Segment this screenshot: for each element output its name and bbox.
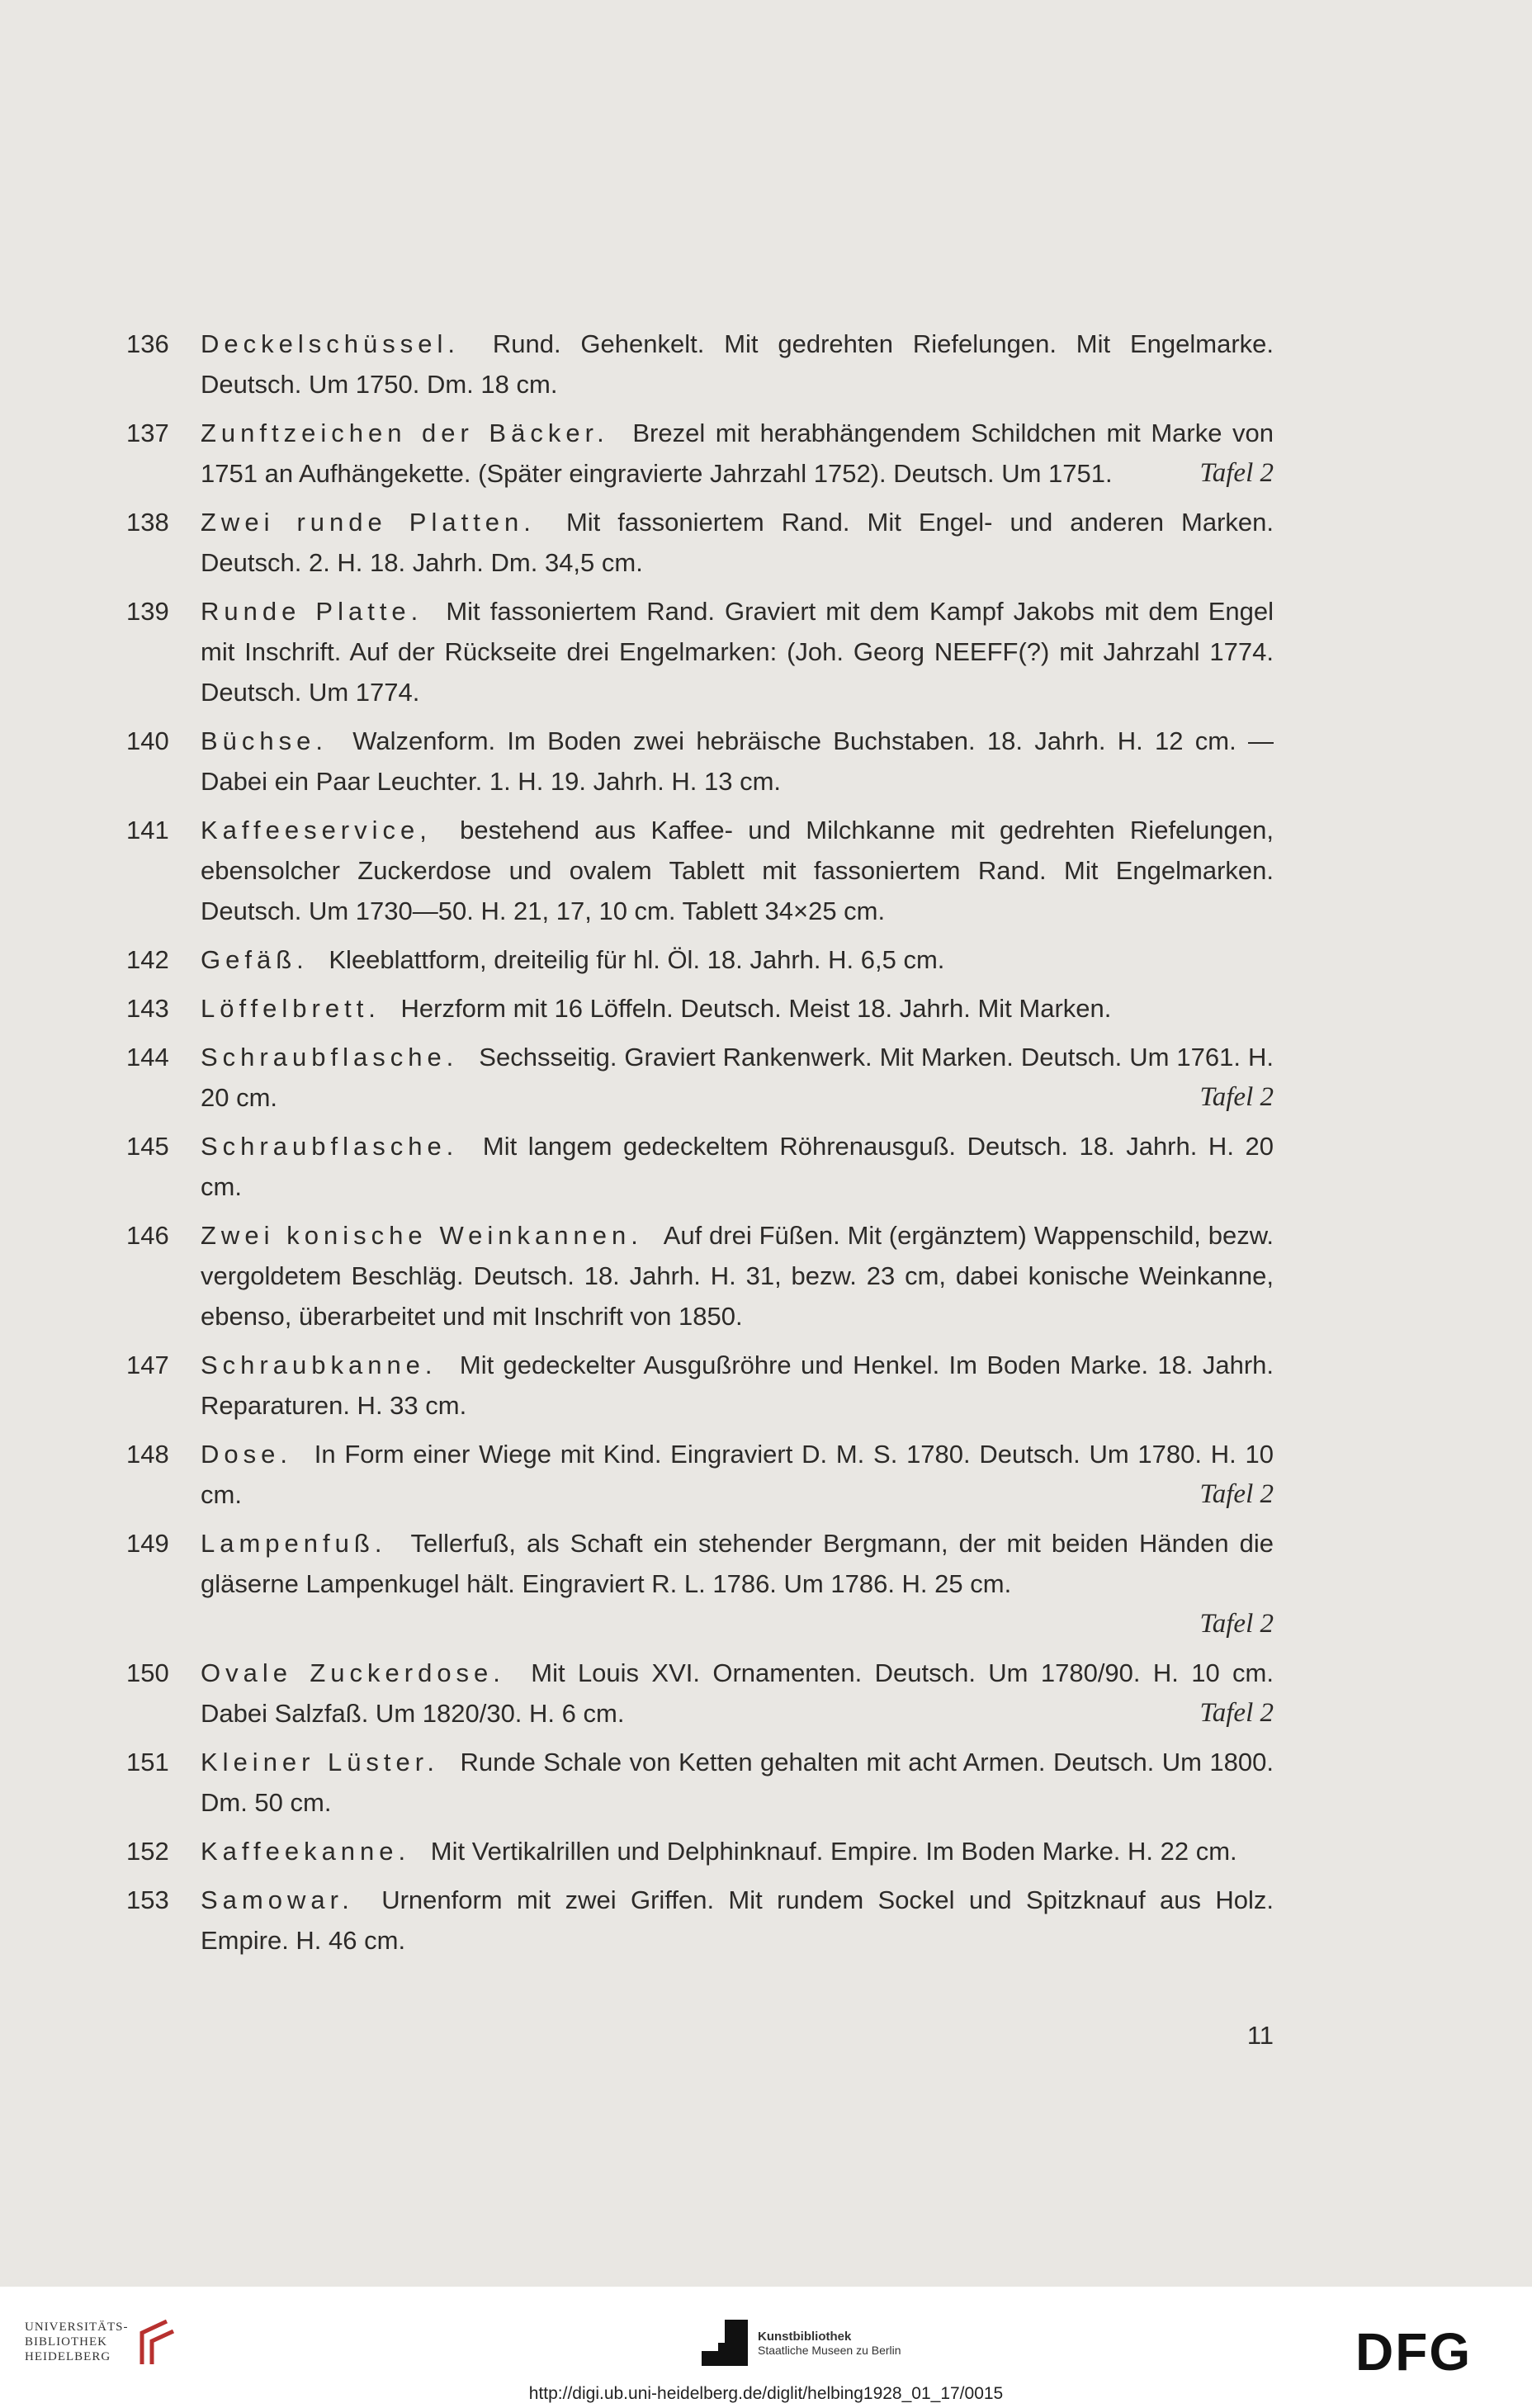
source-url[interactable]: http://digi.ub.uni-heidelberg.de/diglit/helbing1928_01_17/0015 [528, 2384, 1004, 2403]
kunstbibliothek-subtitle: Staatliche Museen zu Berlin [758, 2343, 901, 2357]
catalog-entry-152 [126, 1831, 1274, 1871]
kunstbibliothek-mark-icon [702, 2320, 748, 2366]
entry-title: Schraubkanne. [201, 1351, 452, 1379]
entry-text: In Form einer Wiege mit Kind. Eingraviert D. M. S. 1780. Deutsch. Um 1780. H. 10 cm. [201, 1440, 1274, 1509]
entry-plate-ref: Tafel 2 [1199, 458, 1274, 488]
catalog-entry-146 [126, 1215, 1274, 1336]
entry-body [201, 1880, 1274, 1961]
catalog-entry-144 [126, 1037, 1274, 1118]
entry-body [201, 324, 1274, 404]
entry-text: Kleeblattform, dreiteilig für hl. Öl. 18. Jahrh. H. 6,5 cm. [329, 945, 945, 974]
entry-number: 150 [126, 1658, 169, 1687]
catalog-entry-138 [126, 502, 1274, 583]
entry-text: Urnenform mit zwei Griffen. Mit rundem Sockel und Spitzknauf aus Holz. Empire. H. 46 cm. [201, 1885, 1274, 1955]
entry-plate-ref: Tafel 2 [1199, 1479, 1274, 1509]
entry-title: Kaffeeservice, [201, 816, 452, 844]
entry-title: Samowar. [201, 1885, 374, 1914]
entry-title: Zwei runde Platten. [201, 508, 558, 537]
entry-body [201, 1345, 1274, 1426]
entry-body [201, 1742, 1274, 1823]
entry-body [201, 939, 1274, 980]
entry-text: Mit fassoniertem Rand. Mit Engel- und anderen Marken. Deutsch. 2. H. 18. Jahrh. Dm. 34,5 cm. [201, 508, 1274, 577]
uni-line-3: HEIDELBERG [25, 2350, 111, 2363]
entry-title: Kaffeekanne. [201, 1837, 423, 1866]
entry-number: 141 [126, 816, 169, 844]
entry-title: Ovale Zuckerdose. [201, 1658, 523, 1687]
entry-title: Zunftzeichen der Bäcker. [201, 419, 625, 447]
entry-number: 149 [126, 1529, 169, 1558]
entry-body [201, 502, 1274, 583]
entry-body [201, 721, 1274, 802]
entry-text: Runde Schale von Ketten gehalten mit acht Armen. Deutsch. Um 1800. Dm. 50 cm. [201, 1748, 1274, 1817]
entry-number: 137 [126, 419, 169, 447]
entry-body [201, 1126, 1274, 1207]
entry-text: Tellerfuß, als Schaft ein stehender Bergmann, der mit beiden Händen die gläserne Lampenkugel hält. Eingraviert R. L. 1786. Um 1786. H. 25 cm. [201, 1529, 1274, 1598]
catalog-entry-137 [126, 413, 1274, 494]
entry-number: 144 [126, 1043, 169, 1072]
catalog-entry-149 [126, 1523, 1274, 1644]
entry-number: 136 [126, 329, 169, 358]
entry-plate-ref: Tafel 2 [1199, 1609, 1274, 1639]
entry-body [201, 810, 1274, 931]
university-mark-icon [134, 2316, 183, 2369]
catalog-entry-145 [126, 1126, 1274, 1207]
catalog-entry-148 [126, 1434, 1274, 1515]
page-number: 11 [1246, 2021, 1274, 2050]
entry-number: 147 [126, 1351, 169, 1379]
catalog-entry-150 [126, 1653, 1274, 1734]
entry-text: bestehend aus Kaffee- und Milchkanne mit gedrehten Riefelungen, ebensolcher Zuckerdose und ovalem Tablett mit fassoniertem Rand. Mit Engelmarken. Deutsch. Um 1730—50. H. 21, 17, 10 cm. Tablett 34×25 cm. [201, 816, 1274, 925]
uni-line-1: UNIVERSITÄTS- [25, 2320, 129, 2334]
entry-body [201, 988, 1274, 1029]
entry-number: 145 [126, 1132, 169, 1161]
entry-title: Zwei konische Weinkannen. [201, 1221, 655, 1250]
entry-number: 151 [126, 1748, 169, 1776]
catalog-entry-153 [126, 1880, 1274, 1961]
catalog-entry-151 [126, 1742, 1274, 1823]
entry-number: 142 [126, 945, 169, 974]
entry-text: Mit langem gedeckeltem Röhrenausguß. Deutsch. 18. Jahrh. H. 20 cm. [201, 1132, 1274, 1201]
catalog-entry-136 [126, 324, 1274, 404]
uni-line-2: BIBLIOTHEK [25, 2335, 107, 2349]
entry-title: Schraubflasche. [201, 1043, 471, 1072]
entry-title: Deckelschüssel. [201, 329, 485, 358]
catalog-entries [126, 324, 1274, 1969]
catalog-entry-140 [126, 721, 1274, 802]
entry-number: 146 [126, 1221, 169, 1250]
entry-text: Sechsseitig. Graviert Rankenwerk. Mit Marken. Deutsch. Um 1761. H. 20 cm. [201, 1043, 1274, 1112]
entry-title: Lampenfuß. [201, 1529, 403, 1558]
entry-number: 153 [126, 1885, 169, 1914]
entry-body [201, 1215, 1274, 1336]
entry-body [201, 1831, 1274, 1871]
entry-number: 143 [126, 994, 169, 1023]
catalog-entry-142 [126, 939, 1274, 980]
kunstbibliothek-name: Kunstbibliothek [758, 2329, 852, 2344]
entry-number: 139 [126, 597, 169, 626]
entry-title: Löffelbrett. [201, 994, 393, 1023]
entry-number: 148 [126, 1440, 169, 1469]
entry-body [201, 1523, 1274, 1644]
catalog-entry-143 [126, 988, 1274, 1029]
entry-body [201, 591, 1274, 712]
entry-plate-ref: Tafel 2 [1199, 1082, 1274, 1112]
entry-title: Büchse. [201, 726, 345, 755]
entry-body [201, 1434, 1274, 1515]
entry-text: Walzenform. Im Boden zwei hebräische Buchstaben. 18. Jahrh. H. 12 cm. — Dabei ein Paar Leuchter. 1. H. 19. Jahrh. H. 13 cm. [201, 726, 1274, 796]
entry-title: Runde Platte. [201, 597, 438, 626]
entry-text: Mit fassoniertem Rand. Graviert mit dem Kampf Jakobs mit dem Engel mit Inschrift. Auf der Rückseite drei Engelmarken: (Joh. Georg NEEFF(?) mit Jahrzahl 1774. Deutsch. Um 1774. [201, 597, 1274, 707]
entry-body [201, 1653, 1274, 1734]
entry-text: Herzform mit 16 Löffeln. Deutsch. Meist 18. Jahrh. Mit Marken. [400, 994, 1112, 1023]
entry-title: Schraubflasche. [201, 1132, 475, 1161]
entry-number: 138 [126, 508, 169, 537]
entry-text: Auf drei Füßen. Mit (ergänztem) Wappenschild, bezw. vergoldetem Beschläg. Deutsch. 18. Jahrh. H. 31, bezw. 23 cm, dabei konische Weinkanne, ebenso, überarbeitet und mit Inschrift von 1850. [201, 1221, 1274, 1331]
catalog-entry-147 [126, 1345, 1274, 1426]
entry-number: 152 [126, 1837, 169, 1866]
dfg-logo[interactable]: DFG [1355, 2322, 1473, 2382]
kunstbibliothek-logo[interactable] [702, 2320, 901, 2366]
entry-text: Mit Louis XVI. Ornamenten. Deutsch. Um 1780/90. H. 10 cm. Dabei Salzfaß. Um 1820/30. H. 6 cm. [201, 1658, 1274, 1728]
entry-text: Mit Vertikalrillen und Delphinknauf. Empire. Im Boden Marke. H. 22 cm. [430, 1837, 1237, 1866]
entry-text: Brezel mit herabhängendem Schildchen mit Marke von 1751 an Aufhängekette. (Später eingravierte Jahrzahl 1752). Deutsch. Um 1751. [201, 419, 1274, 488]
entry-text: Rund. Gehenkelt. Mit gedrehten Riefelungen. Mit Engelmarke. Deutsch. Um 1750. Dm. 18 cm. [201, 329, 1274, 399]
entry-title: Kleiner Lüster. [201, 1748, 452, 1776]
entry-number: 140 [126, 726, 169, 755]
entry-body [201, 413, 1274, 494]
entry-title: Gefäß. [201, 945, 321, 974]
entry-body [201, 1037, 1274, 1118]
catalog-entry-139 [126, 591, 1274, 712]
entry-text: Mit gedeckelter Ausgußröhre und Henkel. Im Boden Marke. 18. Jahrh. Reparaturen. H. 33 cm. [201, 1351, 1274, 1420]
entry-title: Dose. [201, 1440, 306, 1469]
catalog-entry-141 [126, 810, 1274, 931]
entry-plate-ref: Tafel 2 [1199, 1698, 1274, 1728]
